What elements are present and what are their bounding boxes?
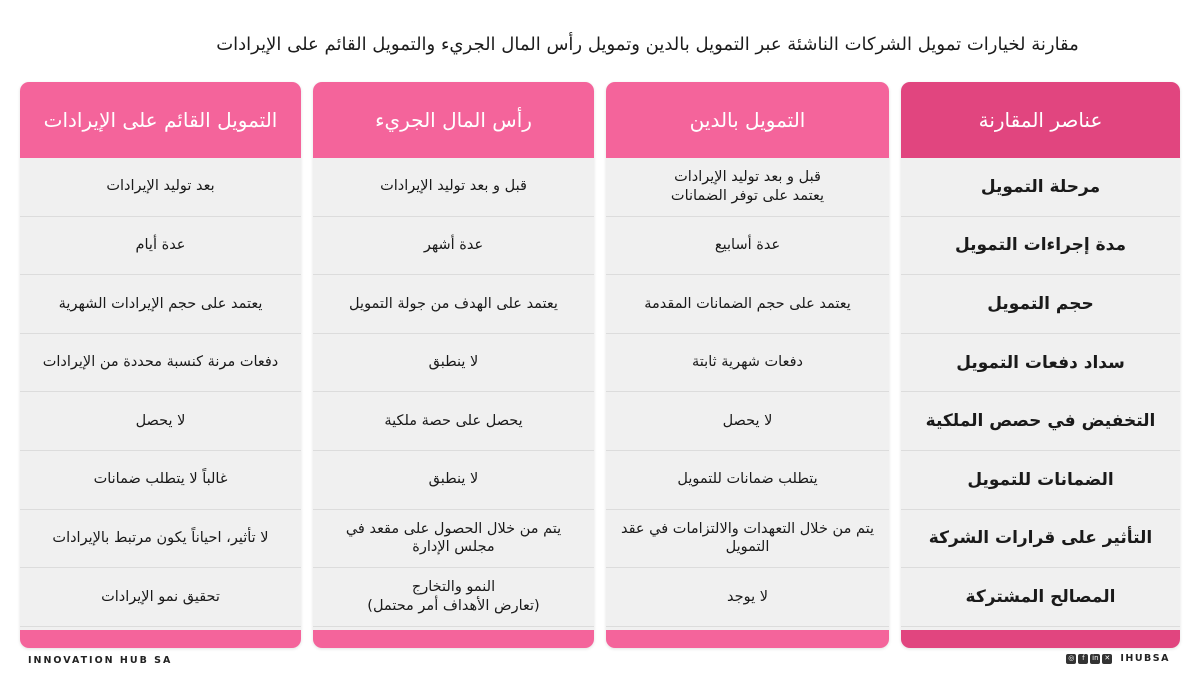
table-cell: النمو والتخارج (تعارض الأهداف أمر محتمل) [313,568,594,627]
table-cell: عدة أيام [20,217,301,276]
table-cell: لا يحصل [20,392,301,451]
table-cell: يتطلب ضمانات للتمويل [606,451,889,510]
linkedin-icon[interactable]: in [1092,654,1099,662]
column-header-revenue: التمويل القائم على الإيرادات [20,82,301,158]
table-cell: لا يحصل [606,392,889,451]
row-label: مرحلة التمويل [901,158,1180,217]
column-header-labels: عناصر المقارنة [901,82,1180,158]
column-footer-bar [20,630,301,648]
instagram-icon[interactable]: ◎ [1068,654,1075,662]
column-header-vc: رأس المال الجريء [313,82,594,158]
column-revenue [20,82,301,648]
table-cell: قبل و بعد توليد الإيرادات يعتمد على توفر الضمانات [606,158,889,217]
table-cell: تحقيق نمو الإيرادات [20,568,301,627]
table-cell: دفعات شهرية ثابتة [606,334,889,393]
column-vc [313,82,594,648]
table-cell: لا ينطبق [313,451,594,510]
table-cell: عدة أشهر [313,217,594,276]
table-cell: يعتمد على حجم الإيرادات الشهرية [20,275,301,334]
table-cell: قبل و بعد توليد الإيرادات [313,158,594,217]
table-cell: يتم من خلال التعهدات والالتزامات في عقد التمويل [606,510,889,569]
row-label: مدة إجراءات التمويل [901,217,1180,276]
row-label: المصالح المشتركة [901,568,1180,627]
row-label: حجم التمويل [901,275,1180,334]
twitter-icon[interactable]: ✕ [1102,654,1112,664]
table-cell: لا ينطبق [313,334,594,393]
row-label: التخفيض في حصص الملكية [901,392,1180,451]
column-footer-bar [313,630,594,648]
table-cell: يعتمد على حجم الضمانات المقدمة [606,275,889,334]
social-footer [1066,653,1170,664]
page-title: مقارنة لخيارات تمويل الشركات الناشئة عبر التمويل بالدين وتمويل رأس المال الجريء والتمويل القائم على الإيرادات [216,34,1079,55]
table-cell: دفعات مرنة كنسبة محددة من الإيرادات [20,334,301,393]
table-cell: يعتمد على الهدف من جولة التمويل [313,275,594,334]
column-footer-bar [606,630,889,648]
social-icons [1066,654,1112,664]
table-cell: لا يوجد [606,568,889,627]
table-cell: غالباً لا يتطلب ضمانات [20,451,301,510]
social-handle: IHUBSA [1120,653,1170,664]
column-labels [901,82,1180,648]
column-debt [606,82,889,648]
table-cell: يتم من خلال الحصول على مقعد في مجلس الإدارة [313,510,594,569]
column-footer-bar [901,630,1180,648]
row-label: سداد دفعات التمويل [901,334,1180,393]
table-cell: عدة أسابيع [606,217,889,276]
brand-name: INNOVATION HUB SA [28,655,173,666]
row-label: التأثير على قرارات الشركة [901,510,1180,569]
table-cell: يحصل على حصة ملكية [313,392,594,451]
facebook-icon[interactable]: f [1078,654,1088,664]
table-cell: بعد توليد الإيرادات [20,158,301,217]
column-header-debt: التمويل بالدين [606,82,889,158]
row-label: الضمانات للتمويل [901,451,1180,510]
table-cell: لا تأثير، احياناً يكون مرتبط بالإيرادات [20,510,301,569]
